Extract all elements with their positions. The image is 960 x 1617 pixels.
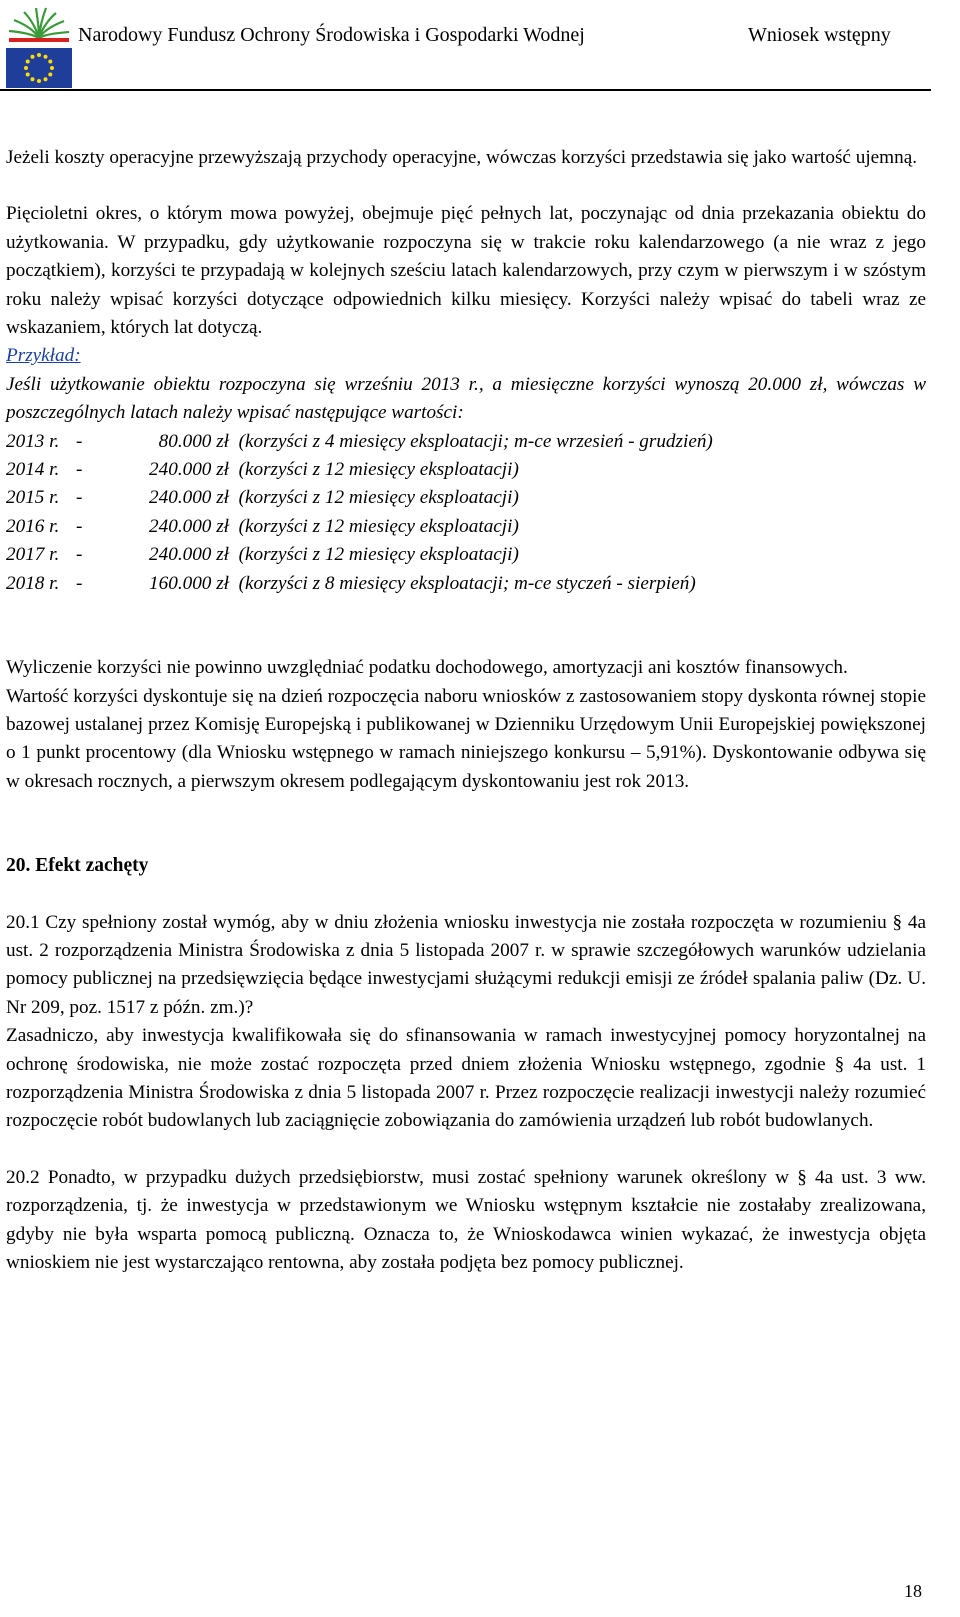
example-note: (korzyści z 8 miesięcy eksploatacji; m-ce styczeń - sierpień) (238, 572, 696, 594)
example-row (6, 513, 926, 541)
paragraph-20-1: 20.1 Czy spełniony został wymóg, aby w dniu złożenia wniosku inwestycja nie została rozpoczęta w rozumieniu § 4a ust. 2 rozporządzenia Ministra Środowiska z dnia 5 listopada 2007 r. w sprawie szczegółowych warunków udzielania pomocy publicznej na przedsięwzięcia będące inwestycjami służącymi redukcji emisji ze źródeł spalania paliw (Dz. U. Nr 209, poz. 1517 z późn. zm.)? (6, 911, 926, 1018)
example-dash: - (76, 459, 83, 481)
example-note: (korzyści z 12 miesięcy eksploatacji) (238, 459, 519, 481)
example-row (6, 428, 926, 456)
example-dash: - (76, 544, 83, 566)
example-note: (korzyści z 12 miesięcy eksploatacji) (238, 544, 519, 566)
example-row (6, 484, 926, 512)
example-note: (korzyści z 12 miesięcy eksploatacji) (238, 487, 519, 509)
example-dash: - (76, 430, 83, 452)
example-amount: 160.000 zł (149, 572, 229, 594)
spacer (6, 881, 926, 909)
example-year: 2014 r. (6, 459, 60, 481)
example-year: 2017 r. (6, 544, 60, 566)
spacer (6, 796, 926, 852)
example-amount: 240.000 zł (149, 515, 229, 537)
example-note: (korzyści z 4 miesięcy eksploatacji; m-ce wrzesień - grudzień) (238, 430, 713, 452)
spacer (6, 598, 926, 654)
example-dash: - (76, 572, 83, 594)
example-note: (korzyści z 12 miesięcy eksploatacji) (238, 515, 519, 537)
header-document-type: Wniosek wstępny (748, 24, 891, 46)
example-amount: 80.000 zł (158, 430, 229, 452)
example-intro: Jeśli użytkowanie obiektu rozpoczyna się wrześniu 2013 r., a miesięczne korzyści wynoszą 20.000 zł, wówczas w poszczególnych latach należy wpisać następujące wartości: (6, 373, 926, 424)
example-row (6, 456, 926, 484)
example-row (6, 541, 926, 569)
example-dash: - (76, 487, 83, 509)
example-year: 2018 r. (6, 572, 60, 594)
example-row (6, 570, 926, 598)
paragraph-negative-benefits: Jeżeli koszty operacyjne przewyższają przychody operacyjne, wówczas korzyści przedstawia się jako wartość ujemną. (6, 147, 918, 168)
example-dash: - (76, 515, 83, 537)
page-header (0, 0, 931, 91)
spacer (6, 172, 926, 200)
example-table (6, 428, 926, 598)
example-year: 2013 r. (6, 430, 60, 452)
example-amount: 240.000 zł (149, 544, 229, 566)
paragraph-20-2: 20.2 Ponadto, w przypadku dużych przedsiębiorstw, musi zostać spełniony warunek określony w § 4a ust. 3 ww. rozporządzenia, tj. że inwestycja w przedstawionym we Wniosku wstępnym kształcie nie zostałaby zrealizowana, gdyby nie była wsparta pomocą publiczną. Oznacza to, że Wnioskodawca winien wykazać, że inwestycja objęta wnioskiem nie jest wystarczająco rentowna, aby została podjęta bez pomocy publicznej. (6, 1166, 926, 1273)
spacer (6, 1136, 926, 1164)
header-divider (0, 89, 931, 91)
nfosigw-logo-icon (6, 4, 72, 44)
section-title: 20. Efekt zachęty (6, 855, 149, 877)
eu-flag-icon (6, 48, 72, 88)
paragraph-discounting: Wartość korzyści dyskontuje się na dzień rozpoczęcia naboru wniosków z zastosowaniem stopy dyskonta równej stopie bazowej ustalanej przez Komisję Europejską i publikowanej w Dzienniku Urzędowym Unii Europejskiej powiększonej o 1 punkt procentowy (dla Wniosku wstępnego w ramach niniejszego konkursu – 5,91%). Dyskontowanie odbywa się w okresach rocznych, a pierwszym okresem podlegającym dyskontowaniu jest rok 2013. (6, 685, 926, 792)
example-year: 2016 r. (6, 515, 60, 537)
paragraph-five-year-period: Pięcioletni okres, o którym mowa powyżej, obejmuje pięć pełnych lat, poczynając od dnia przekazania obiektu do użytkowania. W przypadku, gdy użytkowanie rozpoczyna się w trakcie roku kalendarzowego (a nie wraz z jego początkiem), korzyści te przypadają w kolejnych sześciu latach kalendarzowych, przy czym w pierwszym i w szóstym roku należy wpisać korzyści dotyczące odpowiednich kilku miesięcy. Korzyści należy wpisać do tabeli wraz ze wskazaniem, których lat dotyczą. (6, 203, 926, 339)
paragraph-incentive-rule: Zasadniczo, aby inwestycja kwalifikowała się do sfinansowania w ramach inwestycyjnej pomocy horyzontalnej na ochronę środowiska, nie może zostać rozpoczęta przed dniem złożenia Wniosku wstępnego, zgodnie § 4a ust. 1 rozporządzenia Ministra Środowiska z dnia 5 listopada 2007 r. Przez rozpoczęcie realizacji inwestycji należy rozumieć rozpoczęcie robót budowlanych lub zaciągnięcie zobowiązania do zamówienia urządzeń lub robót budowlanych. (6, 1025, 926, 1132)
header-organization: Narodowy Fundusz Ochrony Środowiska i Gospodarki Wodnej (78, 24, 585, 46)
page-number: 18 (904, 1581, 922, 1601)
example-amount: 240.000 zł (149, 459, 229, 481)
example-amount: 240.000 zł (149, 487, 229, 509)
example-label[interactable]: Przykład: (6, 345, 81, 367)
example-year: 2015 r. (6, 487, 60, 509)
document-body (6, 144, 926, 1277)
paragraph-benefit-calculation: Wyliczenie korzyści nie powinno uwzględniać podatku dochodowego, amortyzacji ani kosztów finansowych. (6, 657, 848, 679)
